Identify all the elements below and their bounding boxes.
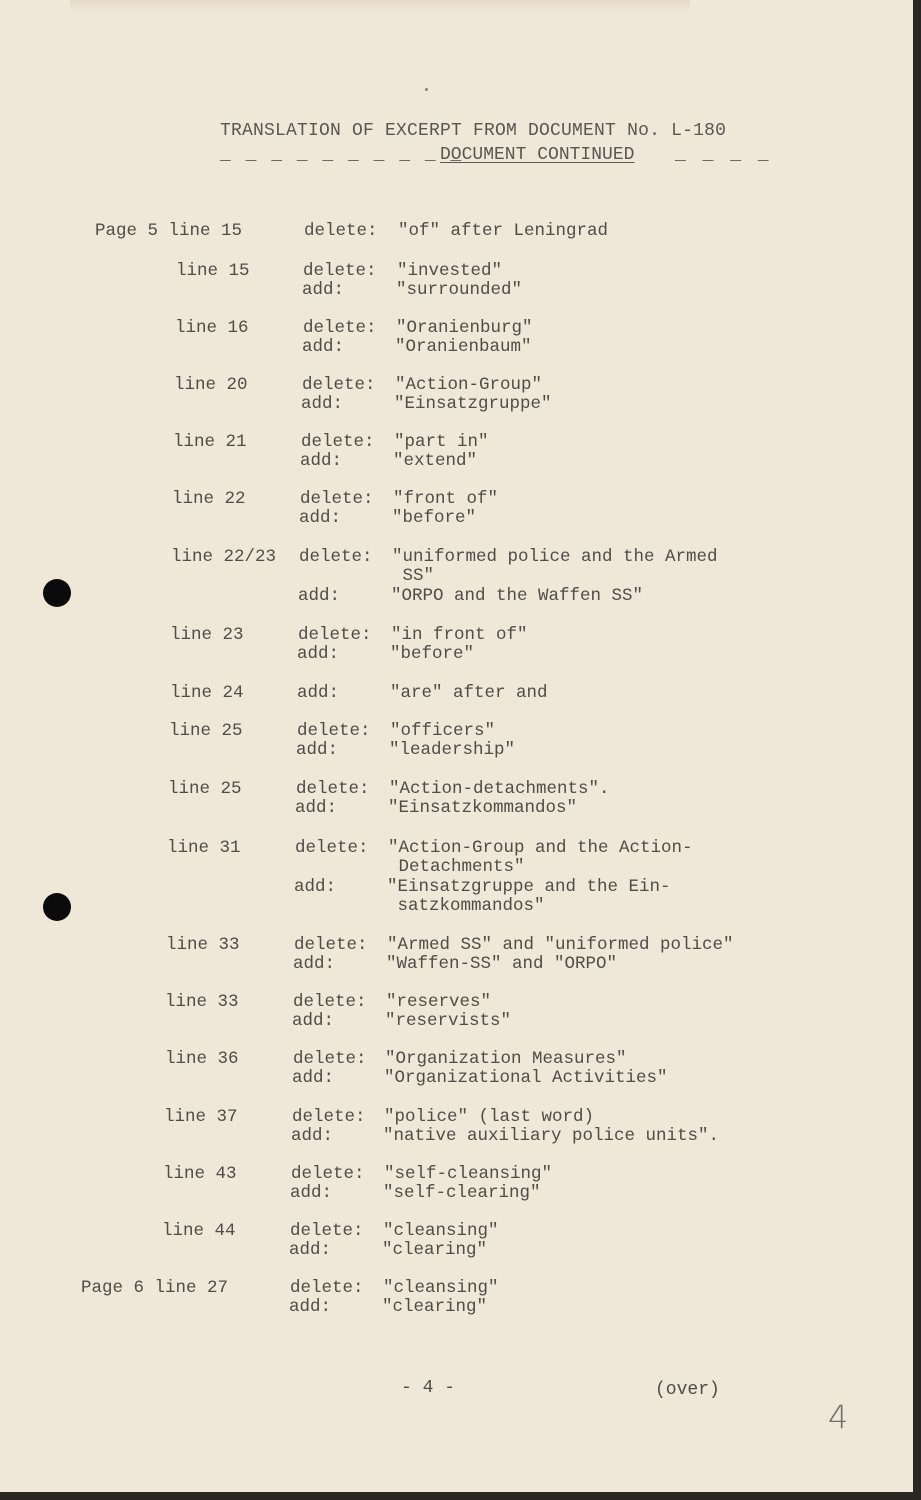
add-label: add: [291, 1126, 334, 1146]
add-label: add: [294, 877, 337, 897]
correction-text: "Einsatzgruppe" [394, 394, 552, 414]
dash-rule-right: _ _ _ _ [675, 145, 772, 165]
document-subtitle: DOCUMENT CONTINUED [440, 145, 635, 165]
delete-label: delete: [290, 1221, 364, 1241]
correction-text: "Oranienbaum" [395, 337, 532, 357]
correction-text: "before" [392, 508, 477, 528]
entry-location: line 16 [175, 318, 249, 338]
correction-text: "Einsatzkommandos" [388, 798, 578, 818]
correction-text: "native auxiliary police units". [383, 1126, 720, 1146]
add-label: add: [297, 644, 340, 664]
correction-text: "reservists" [385, 1011, 512, 1031]
entry-location: line 25 [169, 721, 243, 741]
entry-location: line 24 [170, 683, 244, 703]
entry-location: line 44 [162, 1221, 236, 1241]
punch-hole-lower [43, 893, 71, 921]
delete-label: delete: [295, 838, 369, 858]
entry-location: Page 5 line 15 [95, 221, 243, 241]
delete-label: delete: [304, 221, 378, 241]
correction-text: "clearing" [382, 1297, 488, 1317]
correction-text: "uniformed police and the Armed SS" [392, 547, 718, 586]
correction-text: "Oranienburg" [396, 318, 533, 338]
correction-text: "Action-Group" [395, 375, 543, 395]
entry-location: line 31 [167, 838, 241, 858]
delete-label: delete: [291, 1164, 365, 1184]
document-header [220, 121, 780, 169]
dash-rule-left: _ _ _ _ _ _ _ _ _ _ [220, 145, 464, 165]
correction-text: "self-clearing" [383, 1183, 541, 1203]
correction-text: "leadership" [389, 740, 516, 760]
correction-text: "in front of" [391, 625, 528, 645]
correction-text: "before" [390, 644, 475, 664]
correction-text: "police" (last word) [384, 1107, 595, 1127]
entry-location: line 36 [165, 1049, 239, 1069]
delete-label: delete: [299, 547, 373, 567]
correction-text: "Action-Group and the Action- Detachments" [388, 838, 693, 877]
subtitle-line [220, 145, 780, 169]
add-label: add: [297, 683, 340, 703]
correction-text: "Action-detachments". [389, 779, 610, 799]
correction-text: "are" after and [390, 683, 548, 703]
paper-edge [70, 0, 690, 12]
add-label: add: [293, 954, 336, 974]
delete-label: delete: [303, 261, 377, 281]
correction-text: "Organization Measures" [385, 1049, 627, 1069]
correction-text: "cleansing" [383, 1221, 499, 1241]
punch-hole-upper [43, 579, 71, 607]
entry-location: line 33 [165, 992, 239, 1012]
correction-text: "extend" [393, 451, 478, 471]
entry-location: line 20 [174, 375, 248, 395]
entry-location: line 25 [168, 779, 242, 799]
correction-text: "Organizational Activities" [384, 1068, 668, 1088]
entry-location: line 21 [173, 432, 247, 452]
page-number: - 4 - [401, 1378, 456, 1398]
delete-label: delete: [298, 625, 372, 645]
entry-location: line 23 [170, 625, 244, 645]
delete-label: delete: [296, 779, 370, 799]
delete-label: delete: [301, 432, 375, 452]
correction-text: "self-cleansing" [384, 1164, 553, 1184]
paper-speck [425, 88, 428, 91]
delete-label: delete: [293, 992, 367, 1012]
entry-location: line 22 [172, 489, 246, 509]
add-label: add: [295, 798, 338, 818]
add-label: add: [299, 508, 342, 528]
correction-text: "ORPO and the Waffen SS" [391, 586, 644, 606]
correction-text: "part in" [394, 432, 489, 452]
delete-label: delete: [297, 721, 371, 741]
correction-text: "Waffen-SS" and "ORPO" [386, 954, 618, 974]
correction-text: "front of" [393, 489, 499, 509]
correction-text: "clearing" [382, 1240, 488, 1260]
handwritten-page-number: 4 [828, 1398, 849, 1436]
delete-label: delete: [300, 489, 374, 509]
add-label: add: [302, 337, 345, 357]
add-label: add: [300, 451, 343, 471]
correction-text: "cleansing" [383, 1278, 499, 1298]
add-label: add: [289, 1240, 332, 1260]
entry-location: line 37 [164, 1107, 238, 1127]
add-label: add: [302, 280, 345, 300]
delete-label: delete: [303, 318, 377, 338]
over-note: (over) [655, 1380, 720, 1400]
add-label: add: [292, 1011, 335, 1031]
delete-label: delete: [294, 935, 368, 955]
add-label: add: [289, 1297, 332, 1317]
add-label: add: [292, 1068, 335, 1088]
correction-text: "Einsatzgruppe and the Ein- satzkommandos" [387, 877, 671, 916]
delete-label: delete: [293, 1049, 367, 1069]
entry-location: line 43 [163, 1164, 237, 1184]
add-label: add: [290, 1183, 333, 1203]
document-title: TRANSLATION OF EXCERPT FROM DOCUMENT No. L-180 [220, 121, 727, 141]
correction-text: "reserves" [386, 992, 492, 1012]
correction-text: "invested" [397, 261, 503, 281]
delete-label: delete: [302, 375, 376, 395]
entry-location: Page 6 line 27 [81, 1278, 229, 1298]
correction-text: "of" after Leningrad [398, 221, 609, 241]
correction-text: "surrounded" [396, 280, 523, 300]
entry-location: line 15 [176, 261, 250, 281]
add-label: add: [296, 740, 339, 760]
delete-label: delete: [290, 1278, 364, 1298]
entry-location: line 33 [166, 935, 240, 955]
add-label: add: [301, 394, 344, 414]
correction-text: "officers" [390, 721, 496, 741]
delete-label: delete: [292, 1107, 366, 1127]
correction-text: "Armed SS" and "uniformed police" [387, 935, 734, 955]
entry-location: line 22/23 [171, 547, 277, 567]
add-label: add: [298, 586, 341, 606]
